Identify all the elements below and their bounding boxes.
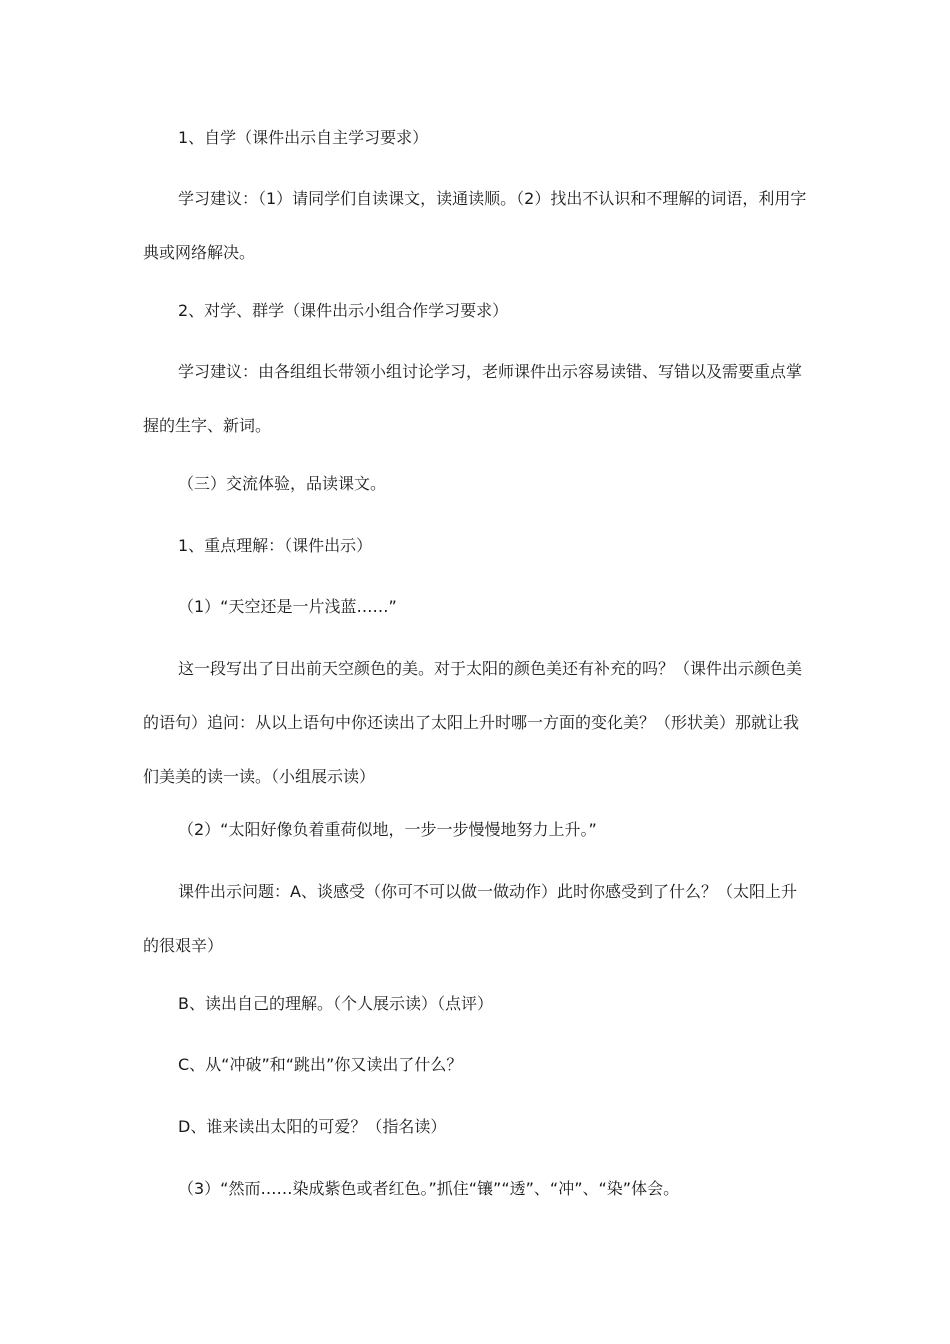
paragraph-group-study: 2、对学、群学（课件出示小组合作学习要求）: [178, 301, 509, 320]
paragraph-quote-1: （1）“天空还是一片浅蓝……”: [178, 597, 397, 616]
paragraph-study-suggestion-1: 学习建议：（1）请同学们自读课文，读通读顺。（2）找出不认识和不理解的词语，利用字典或网络解决。: [143, 189, 807, 262]
paragraph-self-study: 1、自学（课件出示自主学习要求）: [178, 128, 429, 147]
paragraph-quote-2: （2）“太阳好像负着重荷似地，一步一步慢慢地努力上升。”: [178, 820, 597, 839]
paragraph-key-understanding: 1、重点理解：（课件出示）: [178, 536, 373, 555]
paragraph-question-b: B、读出自己的理解。（个人展示读）（点评）: [178, 994, 493, 1013]
paragraph-color-beauty: 这一段写出了日出前天空颜色的美。对于太阳的颜色美还有补充的吗？（课件出示颜色美的语句）追问：从以上语句中你还读出了太阳上升时哪一方面的变化美？（形状美）那就让我们美美的读一读。（小组展示读）: [143, 659, 803, 786]
paragraph-question-c: C、从“冲破”和“跳出”你又读出了什么？: [178, 1055, 463, 1074]
paragraph-quote-3: （3）“然而……染成紫色或者红色。”抓住“镶”“透”、“冲”、“染”体会。: [178, 1179, 680, 1198]
paragraph-section-three: （三）交流体验，品读课文。: [178, 474, 387, 493]
paragraph-question-a: 课件出示问题：A、谈感受（你可不可以做一做动作）此时你感受到了什么？（太阳上升的很艰辛）: [143, 882, 797, 955]
paragraph-question-d: D、谁来读出太阳的可爱？（指名读）: [178, 1117, 447, 1136]
paragraph-study-suggestion-2: 学习建议：由各组组长带领小组讨论学习，老师课件出示容易读错、写错以及需要重点掌握的生字、新词。: [143, 362, 803, 435]
